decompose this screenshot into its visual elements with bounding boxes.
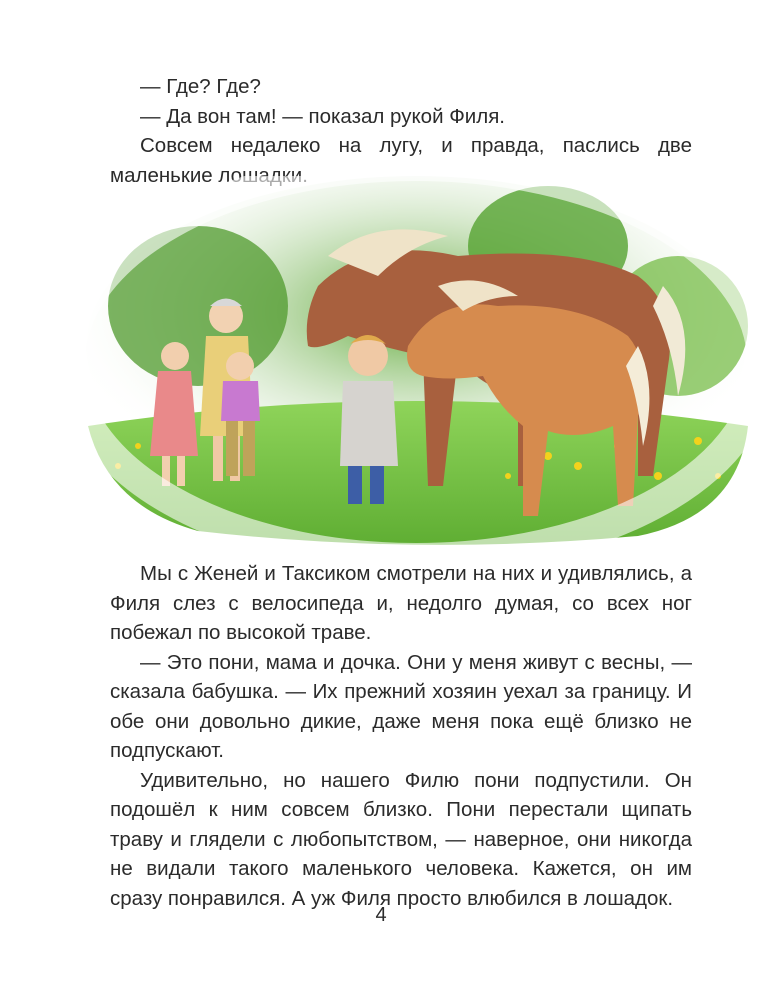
text-block-top (110, 72, 692, 190)
paragraph: Удивительно, но нашего Филю пони подпустили. Он подошёл к ним совсем близко. Пони перестали щипать траву и глядели с любопытством, — наверное, они никогда не видали такого маленького человека. Кажется, он им сразу понравился. А уж Филя просто влюбился в лошадок. (110, 768, 692, 910)
paragraph: — Это пони, мама и дочка. Они у меня живут с весны, — сказала бабушка. — Их прежний хозяин уехал за границу. И обе они довольно дикие, даже меня пока ещё близко не подпускают. (110, 650, 692, 762)
meadow-scene-image (78, 176, 754, 548)
illustration (78, 176, 754, 548)
text-block-bottom (110, 559, 692, 913)
page-number: 4 (375, 904, 387, 926)
paragraph: Совсем недалеко на лугу, и правда, паслись две маленькие лошадки. (110, 134, 692, 187)
paragraph: — Да вон там! — показал рукой Филя. (140, 104, 506, 128)
paragraph: — Где? Где? (140, 75, 261, 98)
paragraph: Мы с Женей и Таксиком смотрели на них и удивлялись, а Филя слез с велосипеда и, недолго думая, со всех ног побежал по высокой траве. (110, 562, 692, 644)
